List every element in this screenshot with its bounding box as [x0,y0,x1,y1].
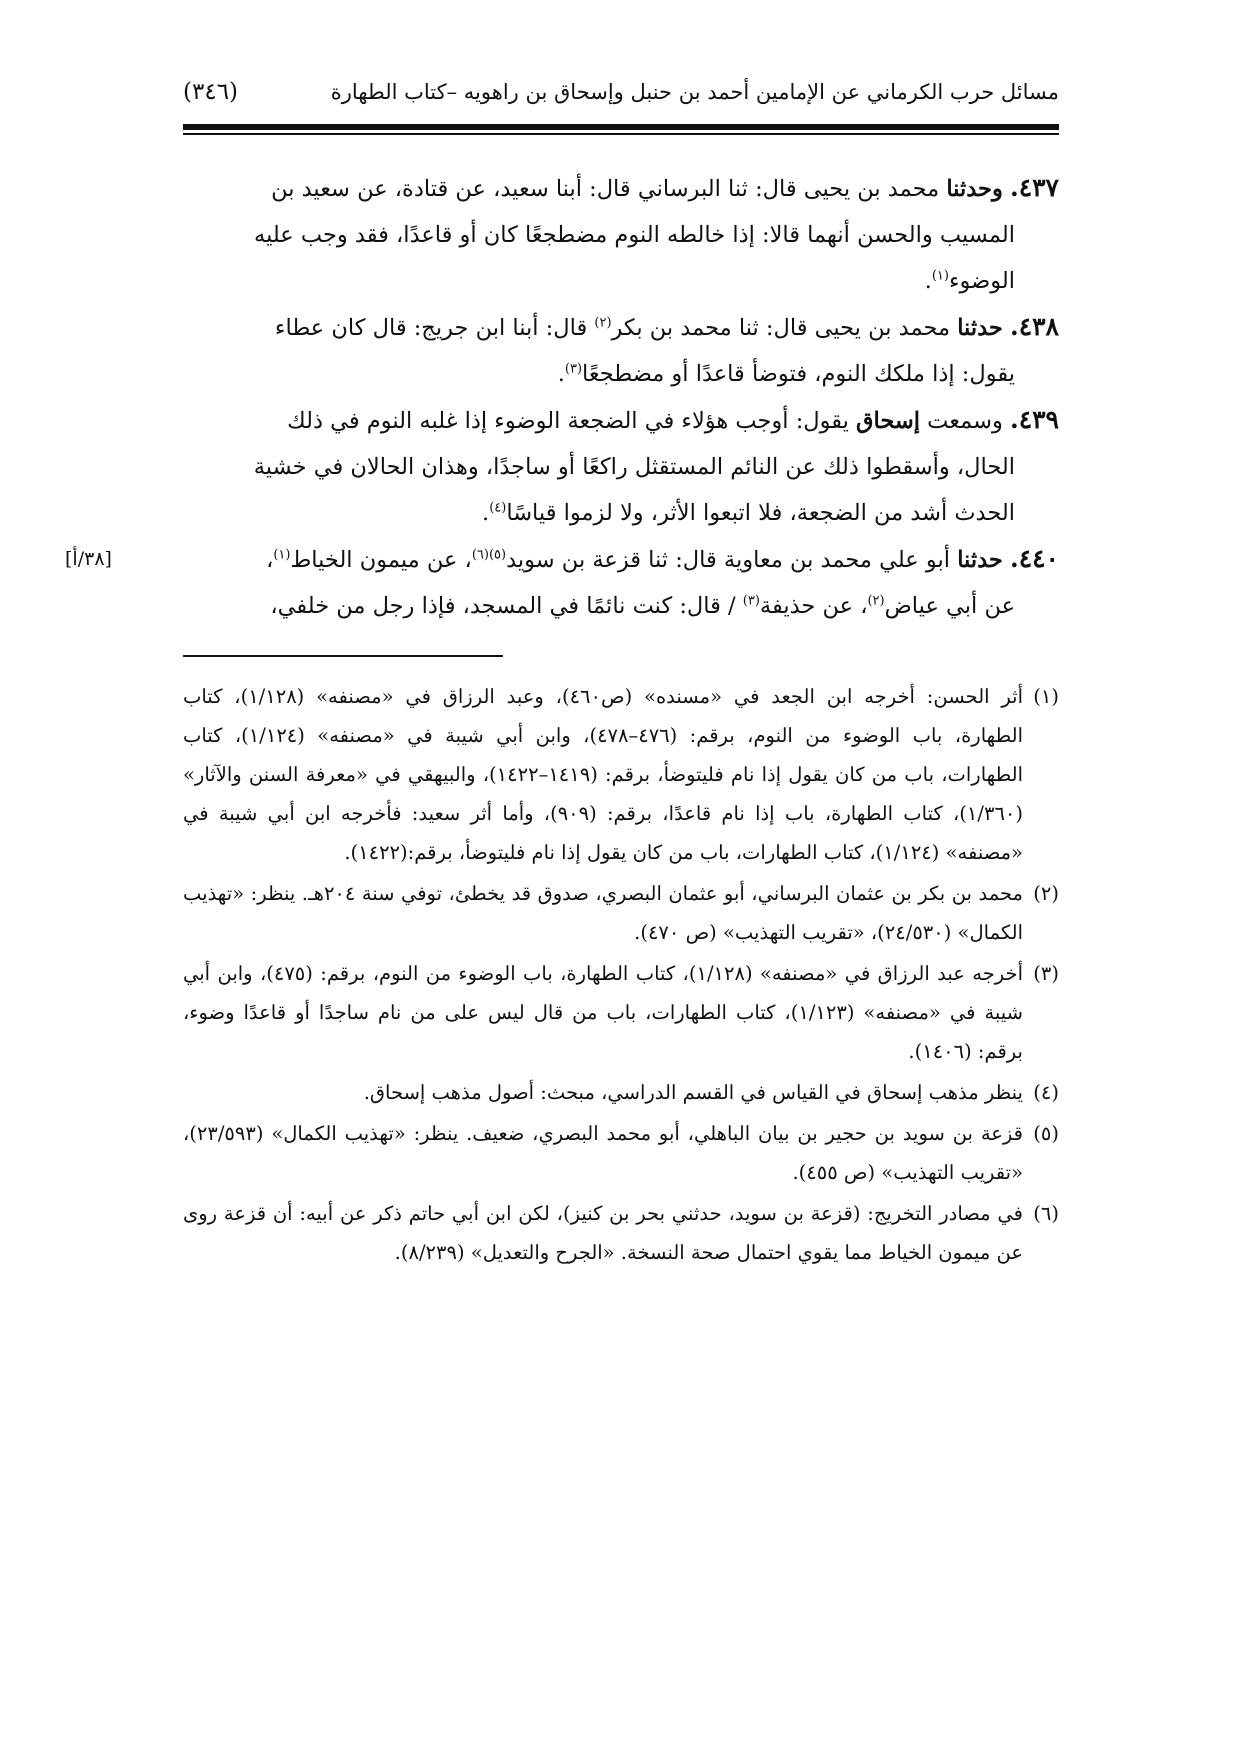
header-rule-thick [183,124,1059,130]
footnote-ref: (٣) [564,361,583,377]
footnote-number: (٥) [1033,1122,1059,1145]
paragraph-end: . [482,500,490,526]
paragraph-number: ٤٣٧. [1009,173,1059,202]
paragraph-text: يقول: إذا ملكك النوم، فتوضأ قاعدًا أو مضطجعًا [582,361,1015,387]
header-rule-thin [183,133,1059,135]
footnote-ref: (٥)(٦) [471,547,507,563]
paragraph-lead: إسحاق [856,408,920,434]
footnote-ref: (١) [273,547,291,563]
footnote-ref: (٤) [489,500,507,516]
footnotes [183,677,1059,1272]
paragraph-lead: حدثنا [957,315,1003,341]
footnote [183,1194,1059,1272]
footnote-ref: (٢) [594,315,612,331]
running-header [183,70,1059,114]
footnote [183,1073,1059,1112]
paragraph-number: ٤٣٨. [1009,312,1059,341]
paragraph-text: وسمعت [920,408,1010,434]
paragraph-lead: حدثنا [957,547,1003,573]
footnote [183,1114,1059,1192]
page-number: (٣٤٦) [183,79,239,105]
paragraph-440 [65,536,1059,629]
paragraph-end: . [557,361,565,387]
paragraph-438 [183,304,1059,397]
footnote-number: (٣) [1033,962,1059,985]
paragraph-line: المسيب والحسن أنهما قالا: إذا خالطه النوم مضطجعًا كان أو قاعدًا، فقد وجب عليه [254,222,1015,248]
footnote-text: أخرجه عبد الرزاق في «مصنفه» (١/١٢٨)، كتاب الطهارة، باب الوضوء من النوم، برقم: (٤٧٥)، وابن أبي شيبة في «مصنفه» (١/١٢٣)، كتاب الطهارات، باب من قال ليس على من نام ساجدًا أو قاعدًا وضوء، برقم: (١٤٠٦). [183,962,1024,1063]
footnote-text: في مصادر التخريج: (قزعة بن سويد، حدثني بحر بن كنيز)، لكن ابن أبي حاتم ذكر عن أبيه: أن قزعة روى عن ميمون الخياط مما يقوي احتمال صحة النسخة. «الجرح والتعديل» (٨/٢٣٩). [183,1202,1023,1264]
paragraph-text: الوضوء [948,268,1015,294]
folio-marker: [٣٨/أ] [65,548,112,570]
paragraph-line [183,490,1059,536]
paragraph-text: قال: أبنا ابن جريج: قال كان عطاء [274,315,595,341]
footnote-text: أثر الحسن: أخرجه ابن الجعد في «مسنده» (ص٤٦٠)، وعبد الرزاق في «مصنفه» (١/١٢٨)، كتاب الطهارة، باب الوضوء من النوم، برقم: (٤٧٦–٤٧٨)، وابن أبي شيبة في «مصنفه» (١/١٢٤)، كتاب الطهارات، باب من كان يقول إذا نام فليتوضأ، برقم: (١٤١٩–١٤٢٢)، والبيهقي في «معرفة السنن والآثار» (١/٣٦٠)، كتاب الطهارة، باب إذا نام قاعدًا، برقم: (٩٠٩)، وأما أثر سعيد: فأخرجه ابن أبي شيبة في «مصنفه» (١/١٢٤)، كتاب الطهارات، باب من كان يقول إذا نام فليتوضأ، برقم:(١٤٢٢). [183,685,1024,864]
footnote-text: ينظر مذهب إسحاق في القياس في القسم الدراسي، مبحث: أصول مذهب إسحاق. [363,1081,1023,1104]
paragraph-number: ٤٤٠. [1009,544,1059,573]
paragraph-lead: وحدثنا [946,176,1003,202]
paragraph-number: ٤٣٩. [1009,405,1059,434]
footnote-separator [183,655,503,657]
paragraph-text: محمد بن يحيى قال: ثنا محمد بن بكر [611,315,958,341]
footnote [183,677,1059,872]
paragraph-text: ، [266,547,274,573]
footnote-ref: (٣) [742,593,760,609]
paragraph-text: عن أبي عياض [884,593,1015,619]
paragraph-line [183,258,1059,304]
footnote [183,954,1059,1071]
paragraph-line: الحال، وأسقطوا ذلك عن النائم المستقثل راكعًا أو ساجدًا، وهذان الحالان في خشية [253,454,1015,480]
page [65,70,1059,1274]
footnote-number: (٦) [1033,1202,1059,1225]
paragraph-text: يقول: أوجب هؤلاء في الضجعة الوضوء إذا غلبه النوم في ذلك [287,408,857,434]
paragraph-line [183,583,1059,629]
paragraph-text: أبو علي محمد بن معاوية قال: ثنا قزعة بن سويد [506,547,958,573]
paragraph-text: محمد بن يحيى قال: ثنا البرساني قال: أبنا سعيد، عن قتادة، عن سعيد بن [271,176,947,202]
paragraph-439 [183,397,1059,536]
footnote-number: (١) [1033,685,1059,708]
footnote-ref: (٢) [867,593,885,609]
footnote [183,874,1059,952]
footnote-number: (٢) [1033,882,1059,905]
paragraph-text: ، عن ميمون الخياط [290,547,472,573]
footnote-text: محمد بن بكر بن عثمان البرساني، أبو عثمان البصري، صدوق قد يخطئ، توفي سنة ٢٠٤هـ. ينظر: «تهذيب الكمال» (٢٤/٥٣٠)، «تقريب التهذيب» (ص ٤٧٠). [183,882,1023,944]
header-title: مسائل حرب الكرماني عن الإمامين أحمد بن حنبل وإسحاق بن راهويه –كتاب الطهارة [330,80,1059,104]
paragraph-line [183,351,1059,397]
footnote-number: (٤) [1033,1081,1059,1104]
paragraph-text: ، عن حذيفة [759,593,868,619]
footnote-ref: (١) [931,268,949,284]
paragraph-text: / قال: كنت نائمًا في المسجد، فإذا رجل من خلفي، [270,593,743,619]
paragraph-end: . [924,268,932,294]
paragraph-437 [183,165,1059,304]
paragraph-text: الحدث أشد من الضجعة، فلا اتبعوا الأثر، ولا لزموا قياسًا [506,500,1015,526]
main-text [65,165,1059,629]
footnote-text: قزعة بن سويد بن حجير بن بيان الباهلي، أبو محمد البصري، ضعيف. ينظر: «تهذيب الكمال» (٢٣/٥٩٣)، «تقريب التهذيب» (ص ٤٥٥). [183,1122,1023,1184]
